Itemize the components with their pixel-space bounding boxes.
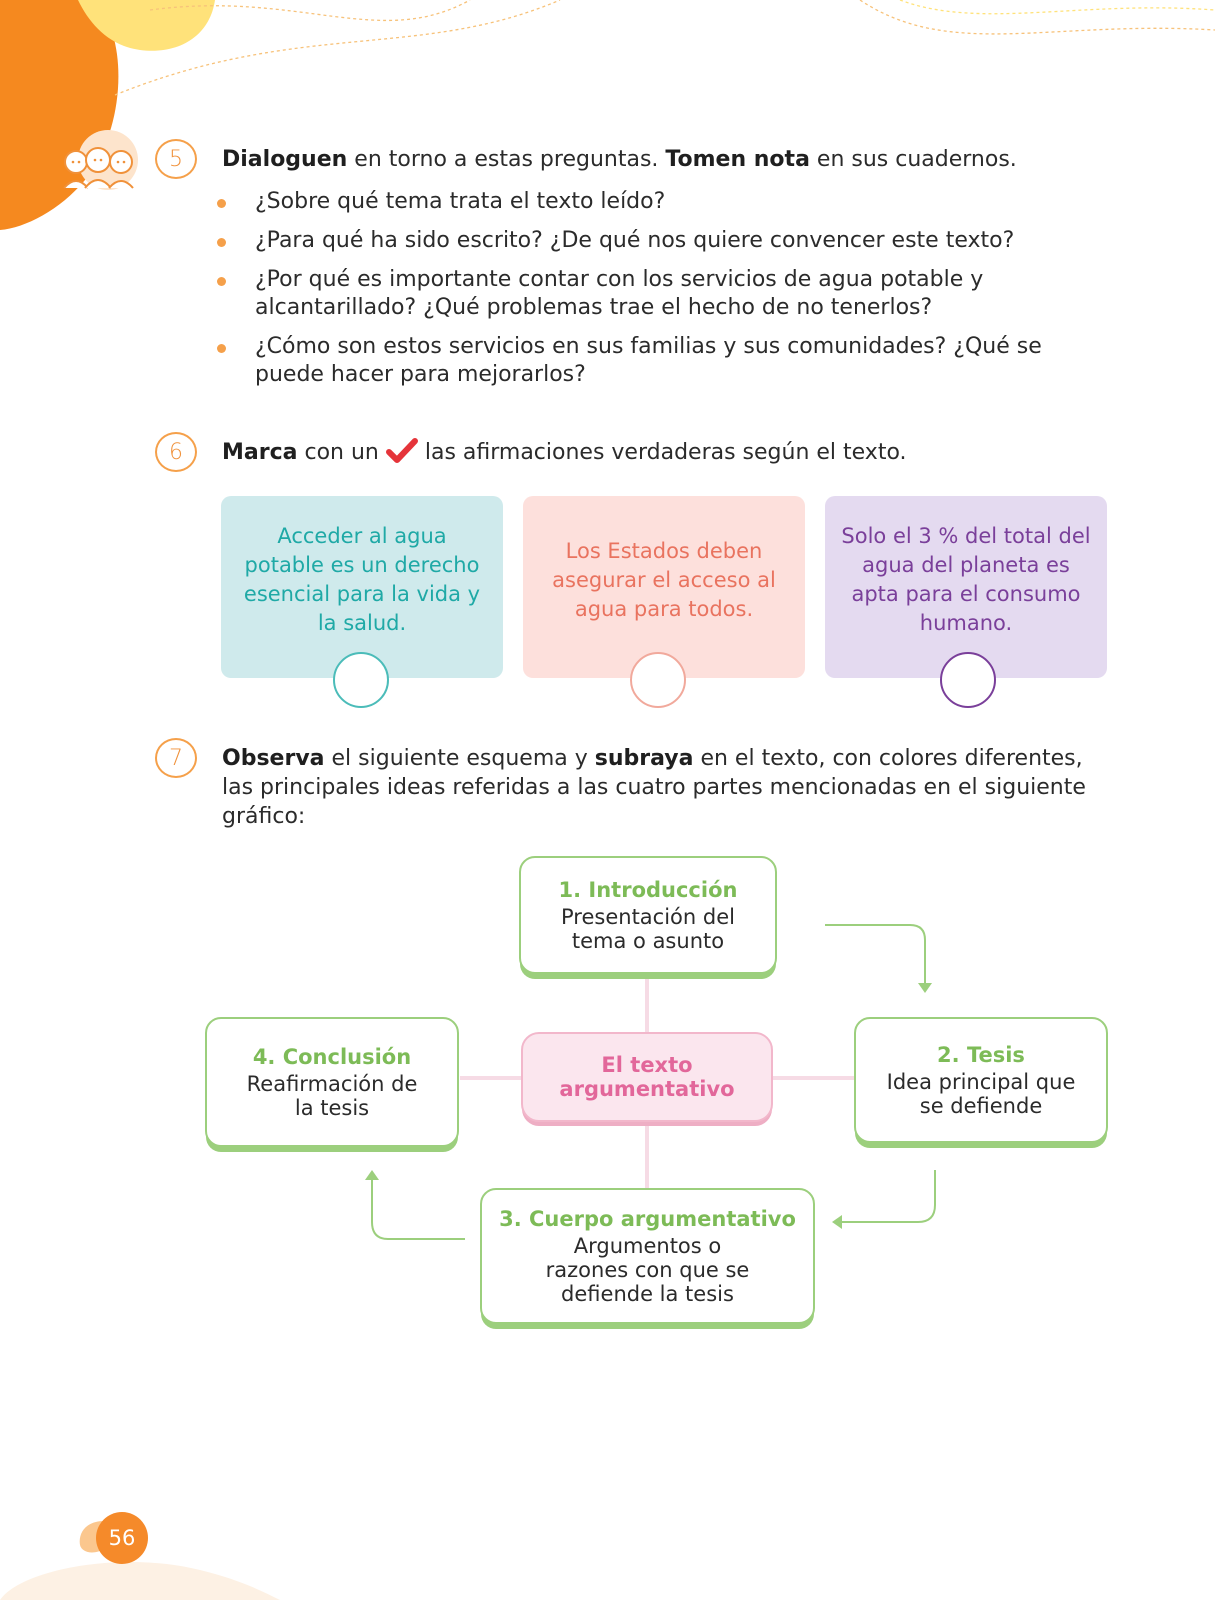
decorative-bottom-blob bbox=[0, 1540, 300, 1600]
list-item: ¿Para qué ha sido escrito? ¿De qué nos quiere convencer este texto? bbox=[215, 227, 1095, 255]
diagram-center-box: El texto argumentativo bbox=[521, 1032, 773, 1122]
diagram-box-tesis bbox=[854, 1017, 1108, 1143]
instruction-verb: Tomen nota bbox=[665, 147, 810, 172]
exercise-6-instruction: Marca con un las afirmaciones verdaderas según el texto. bbox=[222, 440, 907, 465]
statement-card-2: Los Estados deben asegurar el acceso al agua para todos. bbox=[523, 496, 805, 678]
list-item: ¿Cómo son estos servicios en sus familias y sus comunidades? ¿Qué se puede hacer para mejorarlos? bbox=[215, 333, 1095, 389]
instruction-verb: subraya bbox=[594, 746, 694, 771]
diagram-box-body bbox=[480, 1188, 815, 1324]
box-title: 1. Introducción bbox=[558, 877, 738, 902]
box-text: Presentación del tema o asunto bbox=[561, 904, 735, 953]
statement-card-1: Acceder al agua potable es un derecho esencial para la vida y la salud. bbox=[221, 496, 503, 678]
box-title: 2. Tesis bbox=[937, 1042, 1025, 1067]
exercise-number-5: 5 bbox=[155, 139, 197, 179]
box-title: 3. Cuerpo argumentativo bbox=[499, 1206, 796, 1231]
list-item: ¿Por qué es importante contar con los servicios de agua potable y alcantarillado? ¿Qué problemas trae el hecho de no tenerlos? bbox=[215, 266, 1095, 322]
instruction-verb: Observa bbox=[222, 746, 325, 771]
statement-card-3: Solo el 3 % del total del agua del planeta es apta para el consumo humano. bbox=[825, 496, 1107, 678]
exercise-number-7: 7 bbox=[155, 738, 197, 778]
exercise-number-6: 6 bbox=[155, 432, 197, 472]
instruction-verb: Marca bbox=[222, 440, 298, 465]
instruction-verb: Dialoguen bbox=[222, 147, 348, 172]
instruction-text: en torno a estas preguntas. bbox=[347, 147, 666, 172]
box-text: Argumentos o razones con que se defiende la tesis bbox=[545, 1233, 750, 1306]
page-number: 56 bbox=[96, 1512, 148, 1564]
instruction-text: en sus cuadernos. bbox=[809, 147, 1017, 172]
list-item: ¿Sobre qué tema trata el texto leído? bbox=[215, 188, 1095, 216]
diagram-box-conclusion bbox=[205, 1017, 459, 1147]
box-title: 4. Conclusión bbox=[252, 1044, 412, 1069]
box-text: Reafirmación de la tesis bbox=[246, 1071, 418, 1120]
diagram-box-introduction bbox=[519, 856, 777, 974]
box-text: Idea principal que se defiende bbox=[886, 1069, 1076, 1118]
exercise-7-instruction: Observa el siguiente esquema y subraya en el texto, con colores diferentes, las principales ideas referidas a las cuatro partes mencionadas en el siguiente gráfico: bbox=[222, 746, 1086, 829]
